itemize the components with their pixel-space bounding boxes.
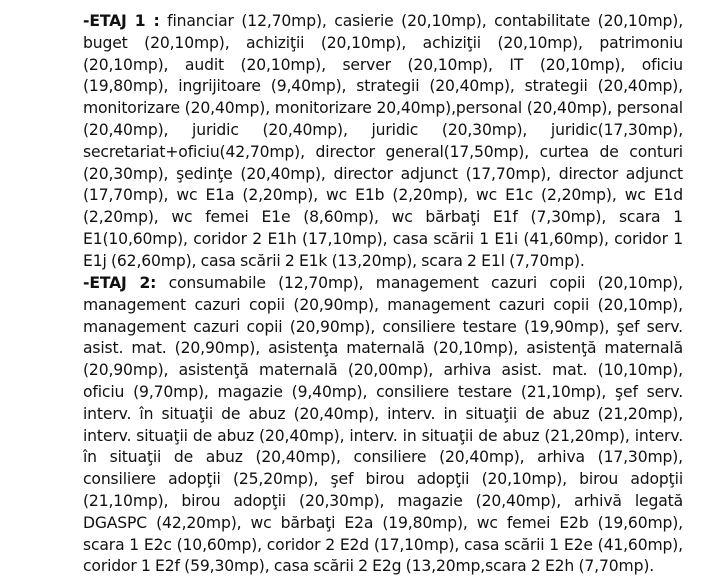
floor-1-heading: -ETAJ 1 : [83, 12, 160, 30]
floor-1-rooms-text: financiar (12,70mp), casierie (20,10mp), contabilitate (20,10mp), buget (20,10mp), achiziţii (20,10mp), achiziţii (20,10mp), patrimoniu (20,10mp), audit (20,10mp), server (20,10mp), IT (20,10mp), oficiu (19,80mp), ingrijitoare (9,40mp), strategii (20,40mp), strategii (20,40mp), monitorizare (20,40mp), monitorizare 20,40mp),personal (20,40mp), personal (20,40mp), juridic (20,40mp), juridic (20,30mp), juridic(17,30mp), secretariat+oficiu(42,70mp), director general(17,50mp), curtea de conturi (20,30mp), şedinţe (20,40mp), director adjunct (17,70mp), director adjunct (17,70mp), wc E1a (2,20mp), wc E1b (2,20mp), wc E1c (2,20mp), wc E1d (2,20mp), wc femei E1e (8,60mp), wc bărbaţi E1f (7,30mp), scara 1 E1(10,60mp), coridor 2 E1h (17,10mp), casa scării 1 E1i (41,60mp), coridor 1 E1j (62,60mp), casa scării 2 E1k (13,20mp), scara 2 E1l (7,70mp). [83, 12, 684, 270]
floor-2-rooms-text: consumabile (12,70mp), management cazuri copii (20,10mp), management cazuri copii (20,90mp), management cazuri copii (20,10mp), management cazuri copii (20,90mp), consiliere testare (19,90mp), şef serv. asist. mat. (20,90mp), asistenţa maternală (20,10mp), asistenţă maternală (20,90mp), asistenţă maternală (20,00mp), arhiva asist. mat. (10,10mp), oficiu (9,70mp), magazie (9,40mp), consiliere testare (21,10mp), şef serv. interv. în situaţii de abuz (20,40mp), interv. in situaţii de abuz (21,20mp), interv. situaţii de abuz (20,40mp), interv. in situaţii de abuz (21,20mp), interv. în situaţii de abuz (20,40mp), consiliere (20,40mp), arhiva (17,30mp), consiliere adopţii (25,20mp), şef birou adopţii (20,10mp), birou adopţii (21,10mp), birou adopţii (20,30mp), magazie (20,40mp), arhivă legată DGASPC (42,20mp), wc bărbaţi E2a (19,80mp), wc femei E2b (19,60mp), scara 1 E2c (10,60mp), coridor 2 E2d (17,10mp), casa scării 1 E2e (41,60mp), coridor 1 E2f (59,30mp), casa scării 2 E2g (13,20mp,scara 2 E2h (7,70mp). [83, 274, 683, 576]
floor-1-paragraph [83, 11, 683, 273]
floor-2-paragraph [83, 273, 683, 578]
floor-2-heading: -ETAJ 2: [83, 274, 157, 292]
